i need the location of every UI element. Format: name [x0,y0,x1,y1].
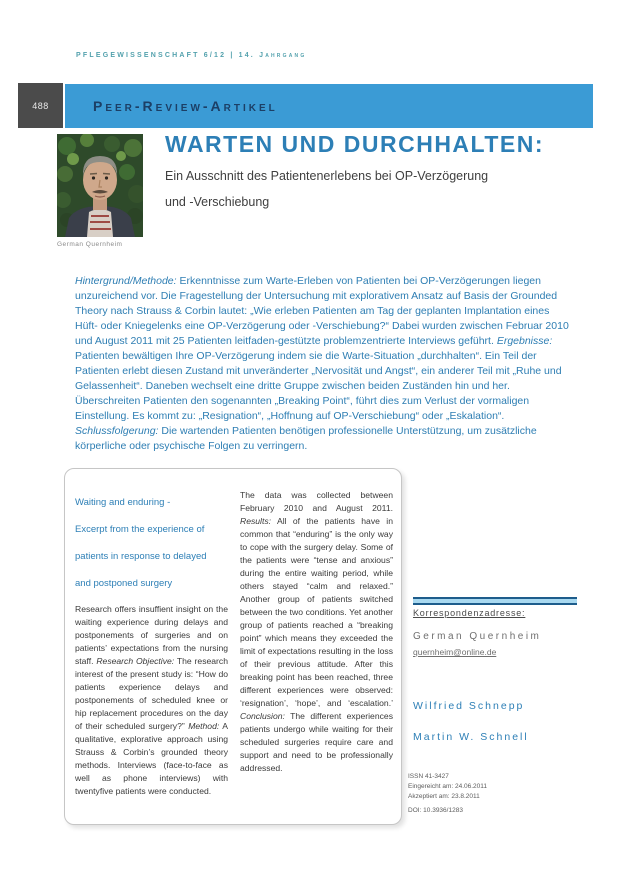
coauthor-wilfried-schnepp: Wilfried Schnepp [413,700,525,712]
section-bar [65,84,593,128]
article-title: WARTEN UND DURCHHALTEN: [165,131,545,157]
author-photo-graphic [57,134,143,237]
abstract-english-heading [75,489,228,597]
article-subtitle-line2: und -Verschiebung [165,195,270,209]
correspondence-ribbon [413,597,577,605]
correspondence-email: quernheim@online.de [413,647,497,657]
heading-line: patients in response to delayed [75,551,207,562]
article-meta [408,772,487,816]
meta-submitted: Eingereicht am: 24.06.2011 [408,783,488,790]
section-label: Peer-Review-Artikel [93,98,278,114]
heading-line: Excerpt from the experience of [75,524,205,535]
correspondence-author-name: German Quernheim [413,631,542,642]
heading-line: Waiting and enduring - [75,497,171,508]
page-number-badge [18,83,63,128]
article-subtitle [165,163,488,215]
page-number: 488 [32,100,49,111]
meta-accepted: Akzeptiert am: 23.8.2011 [408,793,480,800]
abstract-english-col2 [240,489,393,812]
meta-issn: ISSN 41-3427 [408,773,449,780]
abstract-german: Hintergrund/Methode: Erkenntnisse zum Warte-Erleben von Patienten bei OP-Verzögerungen liegen unzureichend vor. Die Fragestellung der Untersuchung mit explorativem Ansatz auf Basis der Grounded Theory nach Strauss & Corbin lautet: „Wie erleben Patienten am Tag der geplanten Implantation eines Hüft- oder Kniegelenks eine OP-Verzögerung oder -Verschiebung?“ Dabei wurden zwischen Februar 2010 und August 2011 mit 25 Patienten leitfaden-gestützte problemzentrierte Interviews geführt. Ergebnisse: Patienten bewältigen Ihre OP-Verzögerung indem sie die Warte-Situation „durchhalten“. Ein Teil der Patienten erlebt diesen Zustand mit unveränderter „Nervosität und Angst“, ein anderer Teil mit „Ruhe und Gelassenheit“. Daneben wechselt eine dritte Gruppe zwischen beiden Zuständen hin und her. Überschreiten Patienten den sogenannten „Breaking Point“, führt dies zum Verlust der vormaligen Einstellung. Es kommt zu: „Resignation“, „Hoffnung auf OP-Verschiebung“ oder „Eskalation“. Schlussfolgerung: Die wartenden Patienten benötigen professionelle Unterstützung, um zusätzliche körperliche oder psychische Folgen zu verringern. [75,275,569,452]
meta-doi: DOI: 10.3936/1283 [408,807,463,814]
author-photo [57,134,143,237]
author-photo-caption: German Quernheim [57,241,123,248]
article-subtitle-line1: Ein Ausschnitt des Patientenerlebens bei OP-Verzögerung [165,169,489,183]
journal-header: PFLEGEWISSENSCHAFT 6/12 | 14. Jahrgang [76,52,307,59]
heading-line: and postponed surgery [75,578,173,589]
coauthor-martin-schnell: Martin W. Schnell [413,731,529,743]
correspondence-heading: Korrespondenzadresse: [413,608,526,618]
abstract-english-text-1: Research offers insuffient insight on the waiting experience during delays and postponements of surgeries and on patients’ expectations from the nursing staff. Research Objective: The research interest of the present study is: “How do patients experience delays and postponements of scheduled knee or hip replacement procedures on the day of their scheduled surgery?” Method: A qualitative, explorative approach using Strauss & Corbin’s grounded theory methods. Interviews (face-to-face as well as phone interviews) with twentyfive patients were conducted. [75,604,228,796]
abstract-english-box [64,468,402,825]
abstract-english-text-2: The data was collected between February 2010 and August 2011. Results: All of the patients have in common that “enduring” is the only way to cope with the surgery delay. Some of the patients were “tense and anxious” during the entire waiting period, while others stayed “calm and relaxed.” Another group of patients switched between the two conditions. Yet another group of patients reached a “breaking point” which means they exceeded the limit of expectations resulting in the loss of their previous attitude. After this breaking point has been reached, three different experiences were observed: ‘resignation’, ‘hope’, and ‘escalation.’ Conclusion: The different experiences patients undergo while waiting for their scheduled surgeries require care and support and need to be professionally addressed. [240,490,393,773]
abstract-english-col1 [75,489,228,812]
